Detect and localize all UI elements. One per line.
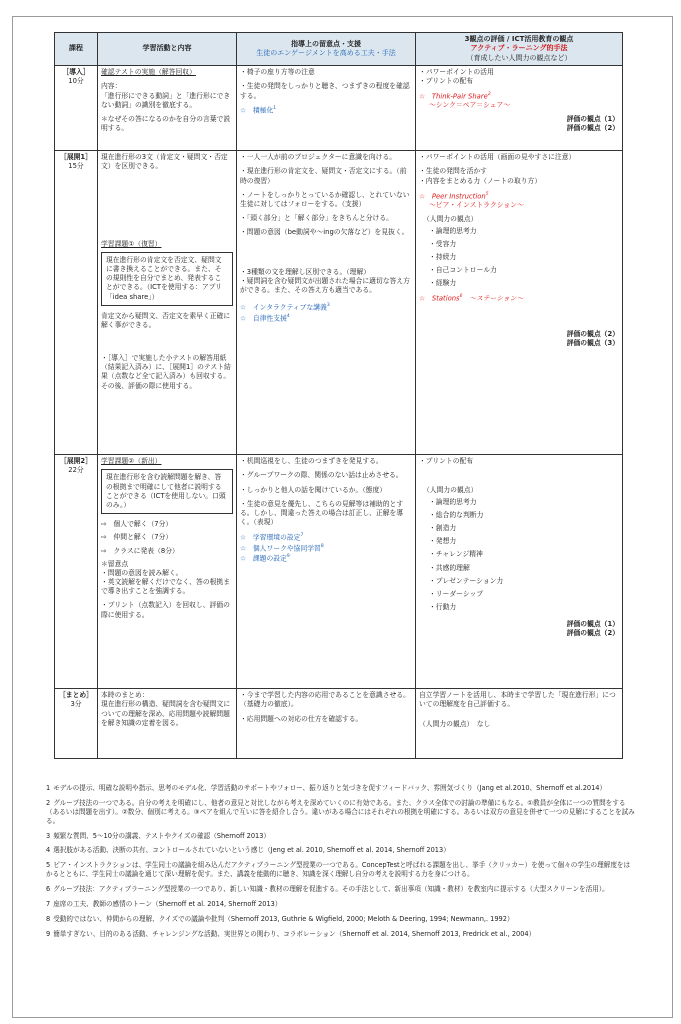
activity-text: 「進行形にできる動詞」と「進行形にできない動詞」の識別を徹底する。 [101, 91, 231, 109]
stage-name: ［導入］ [62, 68, 90, 77]
step-list [101, 520, 233, 556]
task-title: 学習課題②（新出） [101, 457, 162, 466]
table-row [55, 689, 623, 759]
activities-cell [98, 151, 237, 455]
human-skill-item: ・発想力 [429, 537, 457, 546]
stage-time: 22分 [68, 466, 84, 475]
activity-text: 現在進行形の3文（肯定文・疑問文・否定文）を区別できる。 [101, 153, 228, 171]
engagement-label: 個人ワークや協同学習 [252, 544, 321, 553]
table-header-row [55, 33, 623, 66]
star-icon: ☆ [240, 314, 247, 323]
engagement-item [240, 106, 412, 115]
star-icon: ☆ [419, 294, 426, 303]
human-skills-list [419, 227, 619, 289]
engagement-item [240, 533, 412, 542]
eval-cell [416, 689, 623, 759]
eval-cell [416, 455, 623, 689]
header-notes-subtitle: 生徒のエンゲージメントを高める工夫・手法 [256, 49, 396, 58]
stage-cell [55, 689, 98, 759]
footnote [46, 784, 636, 793]
engagement-item [240, 303, 412, 312]
star-icon: ☆ [240, 544, 247, 553]
task-title: 学習課題①（復習） [101, 239, 162, 248]
footnote-text: グループ技法：アクティブラーニング型授業の一つであり、新しい知識・教材の理解を促進する。その手法として、新出事項（知識・教材）を教室内に提示する（大型スクリーンを活用）。 [53, 885, 609, 894]
footnotes [46, 784, 636, 945]
note-text: ・生徒の意見を優先し、こちらの見解等は補助的とする。しかし、間違った答えの場合は訂正し、正解を導く。（表現） [240, 499, 404, 527]
human-skill-item: ・自己コントロール力 [429, 266, 497, 275]
eval-text: ・内容をまとめる力（ノートの取り方） [419, 176, 542, 185]
eval-viewpoint: 評価の観点（2） [566, 629, 619, 638]
note-text: ・疑問詞を含む疑問文が出題された場合に適切な答え方ができる。また、その答え方も適当である。 [240, 276, 410, 294]
human-skill-item: ・経験力 [429, 279, 457, 288]
human-skill-item: ・プレゼンテーション力 [429, 576, 504, 585]
task-box: 現在進行形の肯定文を否定文、疑問文に書き換えることができる。また、その規則性を自分でまとめ、発表することができる。（ICTを使用する：アプリ「idea share」） [101, 252, 233, 306]
note-text: ・机間巡視をし、生徒のつまずきを発見する。 [240, 457, 383, 466]
eval-viewpoint: 評価の観点（3） [566, 339, 619, 348]
step-item: ⇨ 個人で解く（7分） [101, 520, 173, 529]
header-eval-note: （育成したい人間力の観点など） [466, 53, 572, 62]
note-text: ・問題の意図（be動詞や～ingの欠落など）を見抜く。 [240, 228, 409, 237]
footnote-ref: 5 [485, 191, 489, 197]
human-skill-item: ・受容力 [429, 239, 457, 248]
activity-text: ・プリント（点数記入）を回収し、評価の際に使用する。 [101, 601, 230, 619]
eval-text: ・パワーポイントの活用 [419, 68, 494, 77]
engagement-label: 学習環境の設定 [252, 533, 301, 542]
active-learning-subtitle: ～ステーション～ [469, 294, 524, 303]
footnote-number: 3 [46, 831, 51, 840]
active-learning-label: Stations [431, 294, 460, 303]
human-skill-item: ・チャレンジ精神 [429, 550, 483, 559]
note-text: ・応用問題への対応の仕方を確認する。 [240, 714, 363, 723]
activities-cell [98, 66, 237, 151]
star-icon: ☆ [419, 192, 426, 201]
stage-time: 15分 [68, 162, 84, 171]
activity-text: 肯定文から疑問文、否定文を素早く正確に解く事ができる。 [101, 311, 231, 329]
eval-text: 自立学習ノートを活用し、本時まで学習した「現在進行形」についての理解度を自己評価する。 [419, 691, 616, 709]
note-text: ・しっかりと他人の話を聞けているか。（態度） [240, 485, 387, 494]
eval-text: ・プリントの配布 [419, 457, 474, 466]
note-text: ・現在進行形の肯定文を、疑問文・否定文にする。（前時の復習） [240, 167, 407, 185]
activity-text: ＊留意点 [101, 559, 129, 568]
notes-cell [237, 455, 416, 689]
footnote-number: 9 [46, 929, 51, 938]
footnote-text: ピア・インストラクションは、学生同士の議論を組み込んだアクティブラーニング型授業の一つである。ConcepTestと呼ばれる課題を出し、挙手（クリッカー）を使って個々の学生の理解度をはかるとともに、学生同士の議論を通じて深い理解を促す。また、講義を能動的に聴き、知識を深く理解し自分の考えを説明する力を身につける。 [46, 861, 631, 879]
active-learning-label: Peer Instruction [431, 192, 486, 201]
human-skill-item: ・リーダーシップ [429, 589, 484, 598]
stage-cell [55, 66, 98, 151]
table-row [55, 455, 623, 689]
note-text: ・グループワークの際、関係のない話は止めさせる。 [240, 471, 403, 480]
human-skill-item: ・論理的思考力 [429, 497, 477, 506]
activity-text: 内容： [101, 82, 122, 91]
active-learning-subtitle: ～ピア・インストラクション～ [429, 201, 524, 210]
engagement-label: 積極化 [252, 106, 274, 115]
eval-text: ・プリントの配布 [419, 77, 474, 86]
note-text: ・一人一人が前のプロジェクターに意識を向ける。 [240, 153, 397, 162]
note-text: ・ノートをしっかりとっているか確認し、とれていない生徒に対してはフォローをする。（支援） [240, 190, 410, 208]
footnote [46, 846, 636, 855]
activity-text: 確認テストの実施（解答回収） [101, 68, 196, 77]
star-icon: ☆ [419, 91, 426, 100]
star-icon: ☆ [240, 554, 247, 563]
footnote-number: 6 [46, 885, 51, 894]
footnote-number: 4 [46, 846, 51, 855]
footnote [46, 832, 636, 841]
activity-text: ・問題の意図を読み解く。 [101, 568, 183, 577]
human-skills-title: （人間力の観点） [423, 215, 478, 224]
stage-name: ［展開1］ [60, 153, 92, 162]
header-activities: 学習活動と内容 [98, 33, 237, 66]
header-eval [416, 33, 623, 66]
footnote [46, 915, 636, 924]
engagement-label: インタラクティブな講義 [252, 303, 327, 312]
footnote-text: 頻繁な質問、5～10分の講義、テストやクイズの確認（Shernoff 2013） [53, 831, 271, 840]
footnote [46, 861, 636, 879]
human-skill-item: ・行動力 [429, 603, 457, 612]
engagement-item [240, 554, 412, 563]
engagement-item [240, 314, 412, 323]
header-notes-title: 指導上の留意点・支援 [291, 39, 361, 48]
eval-viewpoint: 評価の観点（1） [566, 620, 619, 629]
eval-cell [416, 151, 623, 455]
note-text: ・生徒の発問をしっかりと聴き、つまずきの程度を確認する。 [240, 82, 410, 100]
human-skills-title: （人間力の観点） [423, 486, 478, 495]
footnote-ref: 4 [286, 314, 290, 320]
footnote-number: 2 [46, 798, 51, 807]
footnote-ref: 2 [487, 91, 491, 97]
step-item: ⇨ 仲間と解く（7分） [101, 533, 173, 542]
stage-cell [55, 151, 98, 455]
footnote-text: グループ技法の一つである。自分の考えを明確にし、他者の意見と対比しながら考えを深めていくのに有効である。また、クラス全体での討論の準備にもなる。①教員が全体に一つの質問をする（あるいは問題を出す）。②数分、個別に考える。③ペアを組んで互いに答を紹介し合う。違いがある場合にはそれぞれの根拠を明確にする。あるいは双方の意見を併せて一つの見解にすることを試みる。 [46, 798, 635, 825]
footnote-text: モデルの提示、明確な説明や指示、思考のモデル化、学習活動のサポートやフォロー、振り返りと気づきを促すフィードバック、雰囲気づくり（Jang et al.2010、Shernoff et al.2014） [53, 784, 607, 792]
step-item: ⇨ クラスに発表（8分） [101, 546, 179, 555]
engagement-label: 自律性支援 [252, 314, 287, 323]
footnote-number: 1 [46, 784, 51, 792]
footnote-number: 5 [46, 861, 51, 870]
engagement-label: 課題の設定 [252, 554, 287, 563]
activities-cell [98, 689, 237, 759]
star-icon: ☆ [240, 533, 247, 542]
lesson-plan-table [54, 32, 623, 759]
footnote-text: 選択肢がある活動、決断の共有、コントロールされていないという感じ（Jeng et al. 2010, Shernoff et al. 2014, Shernoff 2013） [53, 846, 450, 855]
active-learning-item [419, 192, 619, 201]
notes-cell [237, 151, 416, 455]
activity-text: 本時のまとめ： [101, 691, 149, 700]
eval-cell [416, 66, 623, 151]
footnote [46, 799, 636, 826]
table-row [55, 66, 623, 151]
footnote-ref: 8 [320, 543, 324, 549]
activity-text: ＊なぜその答になるのかを自分の言葉で説明する。 [101, 115, 231, 133]
stage-time: 10分 [68, 77, 84, 86]
star-icon: ☆ [240, 303, 247, 312]
stage-name: ［展開2］ [60, 457, 92, 466]
footnote-text: 受動的ではない、仲間からの理解、クイズでの議論や批判（Shernoff 2013, Guthrie & Wigfield, 2000; Meloth & Deering, 1994; Newmann,. 1992） [53, 914, 514, 923]
footnote-ref: 1 [273, 105, 277, 111]
activity-text: ・英文読解を解くだけでなく、答の根拠まで導き出すことを強調する。 [101, 578, 231, 596]
stage-cell [55, 455, 98, 689]
activities-cell [98, 455, 237, 689]
human-skill-item: ・創造力 [429, 524, 457, 532]
eval-viewpoint: 評価の観点（2） [566, 329, 619, 338]
activity-text: ・［導入］で実施した小テストの解答用紙（結果記入済み）に、［展開1］のテスト結果（点数など全て記入済み）も回収する。その後、評価の際に使用する。 [101, 354, 231, 390]
stage-name: ［まとめ］ [59, 691, 93, 700]
eval-text: ・パワーポイントの活用（画面の見やすさに注意） [419, 153, 576, 162]
note-text: ・今まで学習した内容の応用であることを意識させる。（基礎力の徹底）。 [240, 691, 410, 709]
footnote-ref: 6 [459, 294, 463, 300]
table-row [55, 151, 623, 455]
stage-time: 3分 [70, 700, 82, 709]
footnote-text: 簡単すぎない、目的のある活動、チャレンジングな活動、実世界との関わり、コラボレーション（Shernoff et al. 2014, Shernoff 2013, Fredrick et al., 2004） [53, 929, 536, 938]
human-skill-item: ・共感的理解 [429, 563, 470, 572]
header-eval-subtitle: アクティブ・ラーニング的手法 [470, 44, 568, 53]
human-skills-list [419, 498, 619, 613]
footnote-number: 8 [46, 914, 51, 923]
eval-viewpoint: 評価の観点（2） [566, 124, 619, 133]
active-learning-label: Think-Pair Share [431, 91, 488, 100]
activity-text: 現在進行形の構造、疑問詞を含む疑問文についての理解を深め、応用問題や読解問題を解き知識の定着を図る。 [101, 700, 231, 727]
header-eval-title: 3観点の評価 / ICT活用教育の観点 [464, 35, 574, 43]
eval-text: ・生徒の発問を活かす [419, 167, 487, 176]
footnote [46, 900, 636, 909]
human-skill-item: ・持続力 [429, 252, 457, 261]
footnote-text: 座席の工夫、教師の感情のトーン（Shernoff et al. 2014, Shernoff 2013） [53, 900, 282, 909]
task-box: 現在進行形を含む読解問題を解き、答の根拠まで明確にして他者に説明することができる（ICTを使用しない。口頭のみ。） [101, 469, 233, 514]
header-notes [237, 33, 416, 66]
human-skill-item: ・論理的思考力 [429, 226, 477, 235]
active-learning-subtitle: ～シンク＝ペア＝シェア～ [429, 101, 511, 110]
active-learning-item [419, 92, 619, 101]
footnote-number: 7 [46, 900, 51, 909]
footnote-ref: 7 [300, 533, 304, 539]
note-text: ・「頭く部分」と「解く部分」をきちんと分ける。 [240, 214, 393, 223]
footnote-ref: 3 [326, 303, 330, 309]
footnote [46, 930, 636, 939]
eval-text: （人間力の観点） なし [419, 719, 491, 728]
engagement-item [240, 544, 412, 553]
human-skill-item: ・総合的な判断力 [429, 510, 484, 519]
note-text: ・3種類の文を理解し区別できる。（理解） [240, 267, 371, 276]
header-stage: 課程 [55, 33, 98, 66]
notes-cell [237, 689, 416, 759]
note-text: ・椅子の座り方等の注意 [240, 68, 315, 77]
active-learning-item [419, 294, 619, 303]
notes-cell [237, 66, 416, 151]
footnote-ref: 9 [286, 554, 290, 560]
star-icon: ☆ [240, 106, 247, 115]
footnote [46, 885, 636, 894]
eval-viewpoint: 評価の観点（1） [566, 115, 619, 124]
